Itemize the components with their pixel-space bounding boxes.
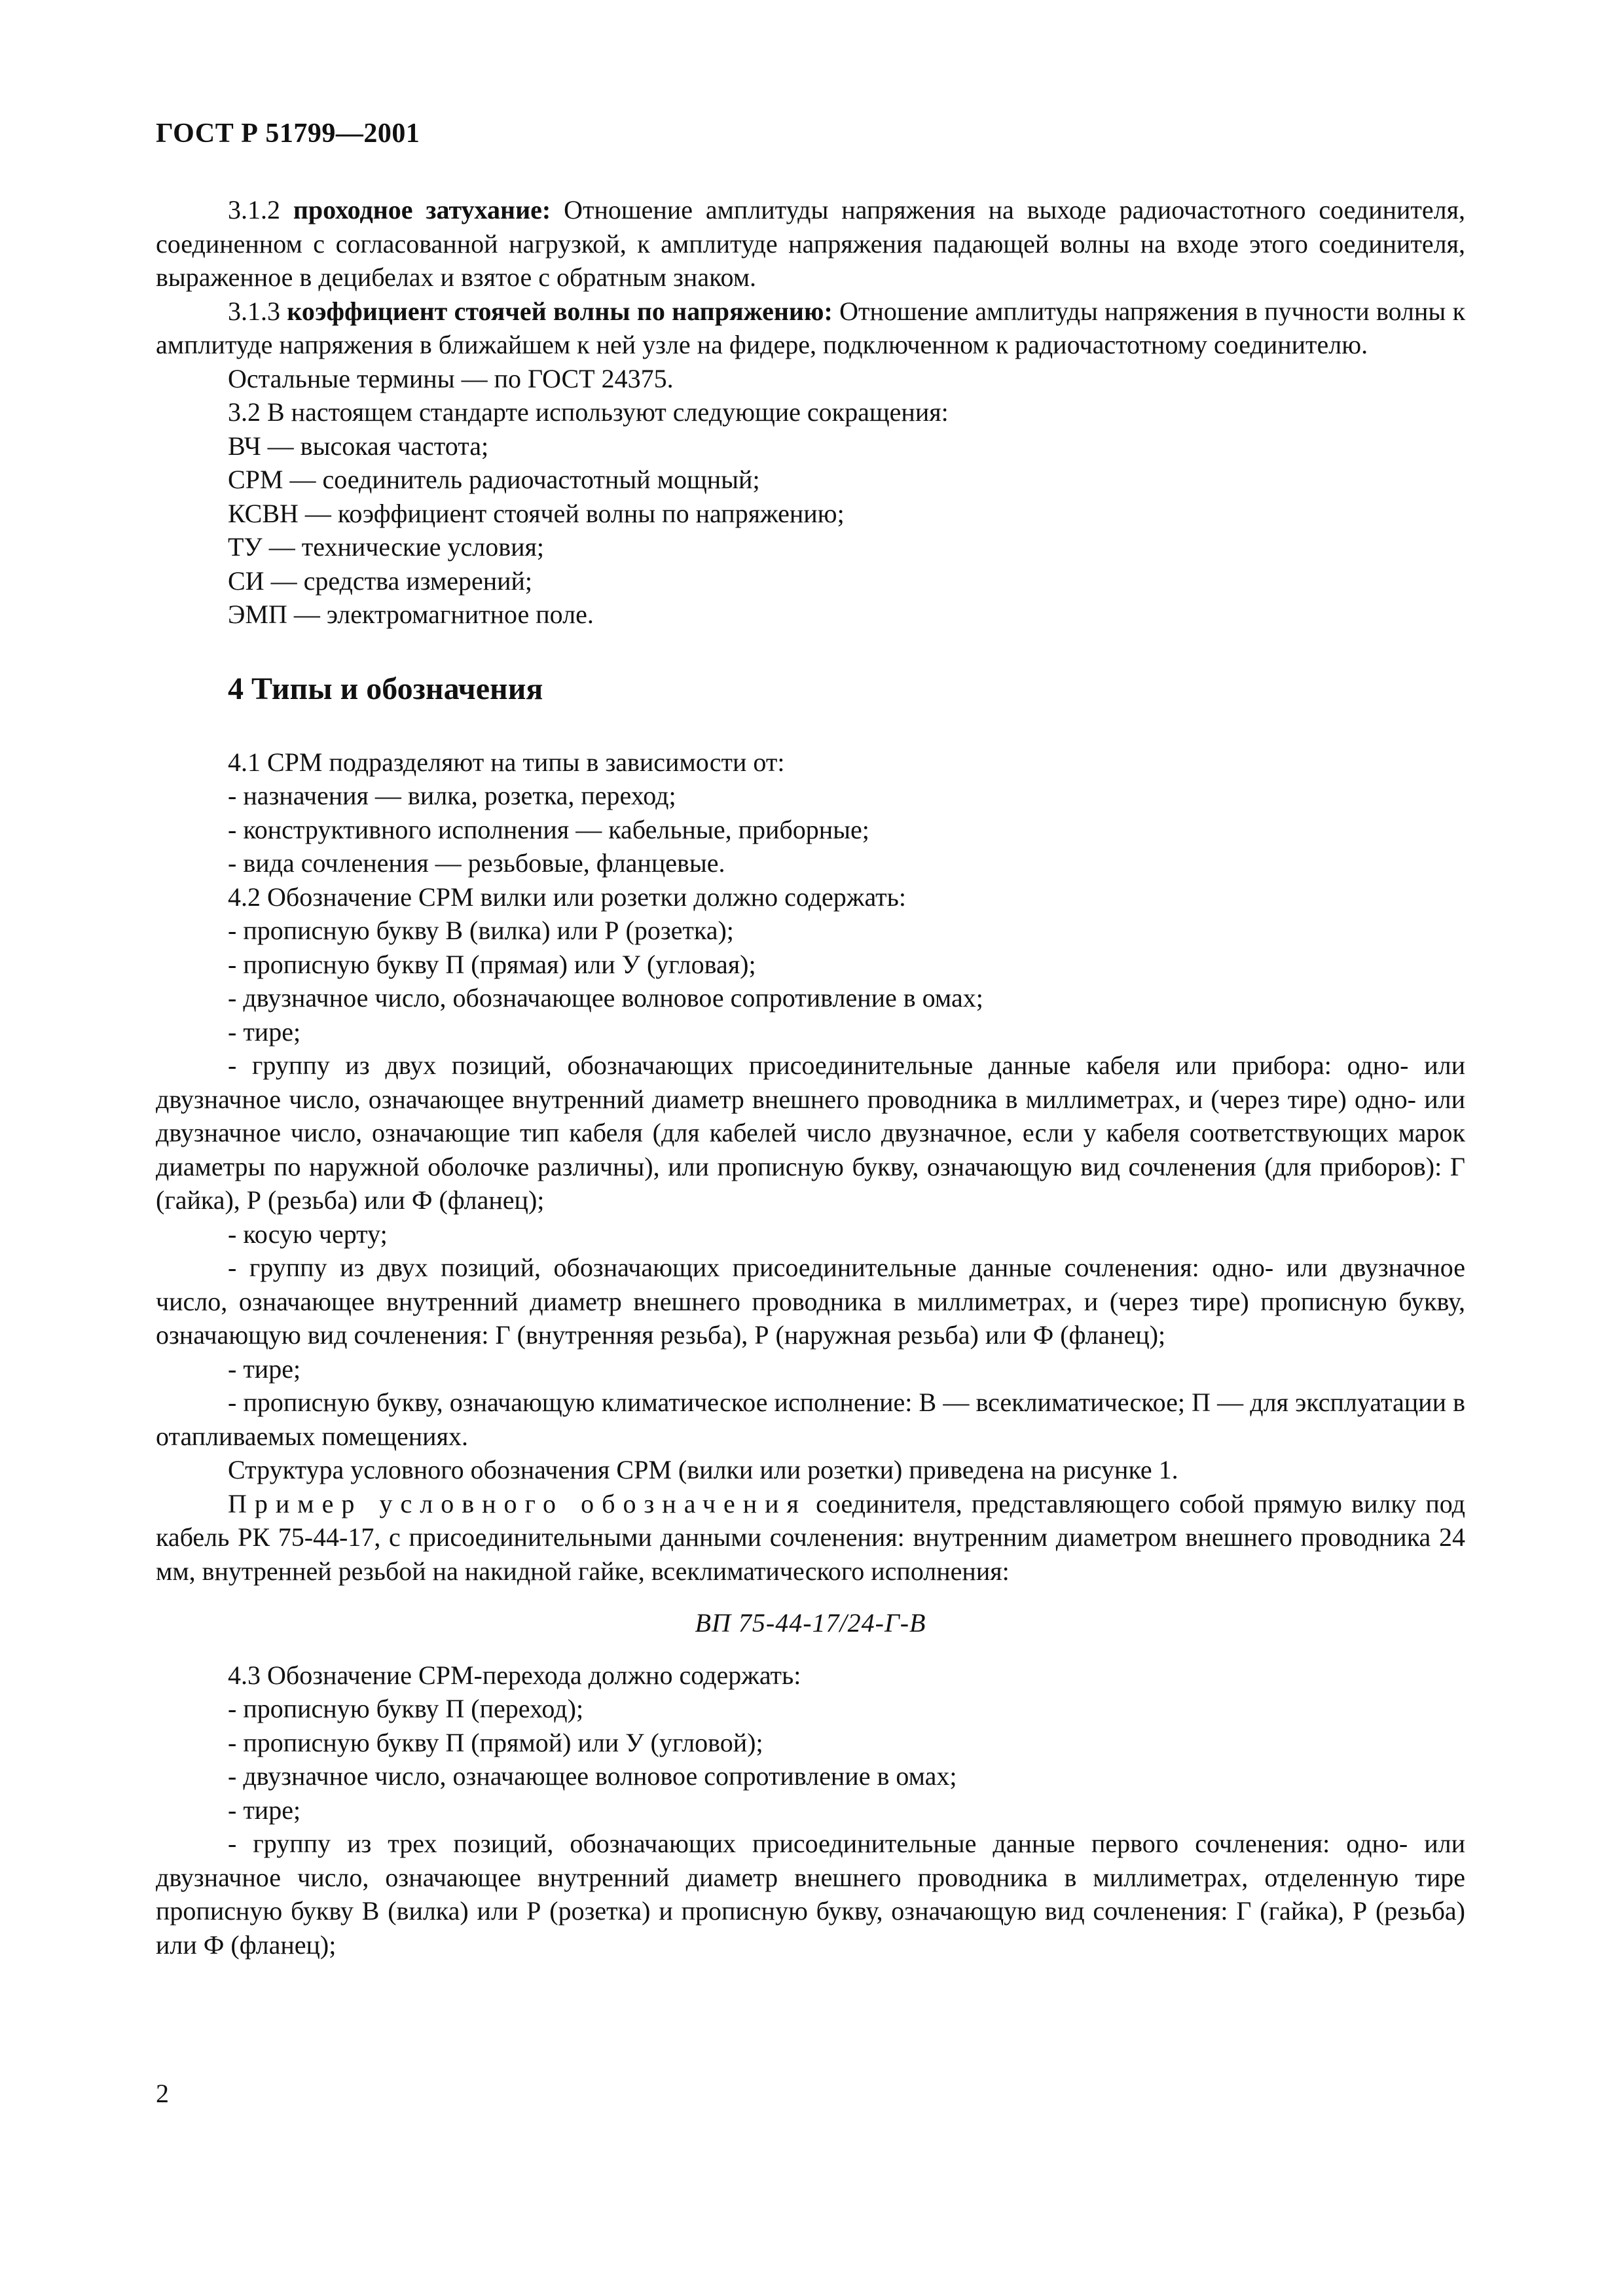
paragraph-4-3: 4.3 Обозначение СРМ-перехода должно содержать:	[228, 1660, 801, 1690]
type-item: - вида сочленения — резьбовые, фланцевые.	[228, 848, 725, 878]
term-name: проходное затухание:	[293, 195, 551, 224]
paragraph-4-1: 4.1 СРМ подразделяют на типы в зависимости от:	[228, 747, 785, 777]
type-item: - назначения — вилка, розетка, переход;	[228, 781, 676, 810]
term-name: коэффициент стоячей волны по напряжению:	[287, 296, 833, 326]
example-designation-code: ВП 75-44-17/24-Г-В	[695, 1608, 926, 1638]
structure-note: Структура условного обозначения СРМ (вилки или розетки) приведена на рисунке 1.	[228, 1455, 1178, 1484]
example-label: Пример условного обозначения	[228, 1488, 807, 1518]
document-body	[156, 193, 1465, 1962]
adapter-group-first-joint: - группу из трех позиций, обозначающих присоединительные данные первого сочленения: одно- или двузначное число, означающее внутренний диаметр внешнего проводника в миллиметрах, отделенную тире прописную букву В (вилка) или Р (розетка) и прописную букву, означающую вид сочленения: Г (гайка), Р (резьба) или Ф (фланец);	[156, 1829, 1465, 1960]
designation-item: - прописную букву П (прямая) или У (угловая);	[228, 949, 756, 979]
page-number: 2	[156, 2079, 169, 2108]
document-header: ГОСТ Р 51799—2001	[156, 118, 420, 149]
adapter-item: - двузначное число, означающее волновое сопротивление в омах;	[228, 1761, 957, 1791]
abbreviations-intro: 3.2 В настоящем стандарте используют следующие сокращения:	[228, 397, 949, 427]
example-text: соединителя, представляющего собой прямую вилку под кабель РК 75-44-17, с присоединительными данными сочленения: внутренним диаметром внешнего проводника 24 мм, внутренней резьбой на накидной гайке, всеклиматического исполнения:	[156, 1488, 1466, 1586]
adapter-item: - тире;	[228, 1795, 301, 1825]
term-definition: Отношение амплитуды напряжения на выходе радиочастотного соединителя, соединенном с согласованной нагрузкой, к амплитуде напряжения падающей волны на входе этого соединителя, выраженное в децибелах и взятое с обратным знаком.	[156, 195, 1466, 292]
designation-item: - косую черту;	[228, 1219, 388, 1249]
designation-item: - двузначное число, обозначающее волновое сопротивление в омах;	[228, 983, 983, 1013]
designation-climate: - прописную букву, означающую климатическое исполнение: В — всеклиматическое; П — для эксплуатации в отапливаемых помещениях.	[156, 1388, 1465, 1451]
term-definition: Отношение амплитуды напряжения в пучности волны к амплитуде напряжения в ближайшем к ней узле на фидере, подключенном к радиочастотному соединителю.	[156, 296, 1466, 359]
designation-item: - тире;	[228, 1354, 301, 1384]
designation-item: - тире;	[228, 1016, 301, 1047]
abbreviation-item: СРМ — соединитель радиочастотный мощный;	[228, 465, 760, 494]
example-paragraph	[156, 1487, 1465, 1588]
designation-item: - прописную букву В (вилка) или Р (розетка);	[228, 916, 734, 945]
term-number: 3.1.3	[228, 296, 280, 326]
term-3-1-2	[156, 193, 1465, 295]
abbreviation-item: СИ — средства измерений;	[228, 565, 533, 596]
abbreviation-item: ЭМП — электромагнитное поле.	[228, 600, 594, 629]
abbreviation-item: ТУ — технические условия;	[228, 532, 545, 562]
designation-group-joint: - группу из двух позиций, обозначающих присоединительные данные сочленения: одно- или двузначное число, означающее внутренний диаметр внешнего проводника в миллиметрах, и (через тире) прописную букву, означающую вид сочленения: Г (внутренняя резьба), Р (наружная резьба) или Ф (фланец);	[156, 1253, 1465, 1350]
paragraph-4-2: 4.2 Обозначение СРМ вилки или розетки должно содержать:	[228, 882, 906, 912]
abbreviation-item: КСВН — коэффициент стоячей волны по напряжению;	[228, 498, 845, 528]
designation-group-cable: - группу из двух позиций, обозначающих присоединительные данные кабеля или прибора: одно- или двузначное число, означающее внутренний диаметр внешнего проводника в миллиметрах, и (через тире) одно- или двузначное число, означающие тип кабеля (для кабелей число двузначное, если у кабеля соответствующих марок диаметры по наружной оболочке различны), или прописную букву, означающую вид сочленения (для приборов): Г (гайка), Р (резьба) или Ф (фланец);	[156, 1050, 1465, 1215]
type-item: - конструктивного исполнения — кабельные, приборные;	[228, 814, 869, 844]
other-terms: Остальные термины — по ГОСТ 24375.	[228, 363, 674, 393]
adapter-item: - прописную букву П (переход);	[228, 1694, 584, 1723]
abbreviation-item: ВЧ — высокая частота;	[228, 431, 489, 461]
term-number: 3.1.2	[228, 195, 280, 224]
term-3-1-3	[156, 295, 1465, 362]
section-4-title: 4 Типы и обозначения	[228, 671, 543, 706]
adapter-item: - прописную букву П (прямой) или У (угловой);	[228, 1727, 763, 1757]
